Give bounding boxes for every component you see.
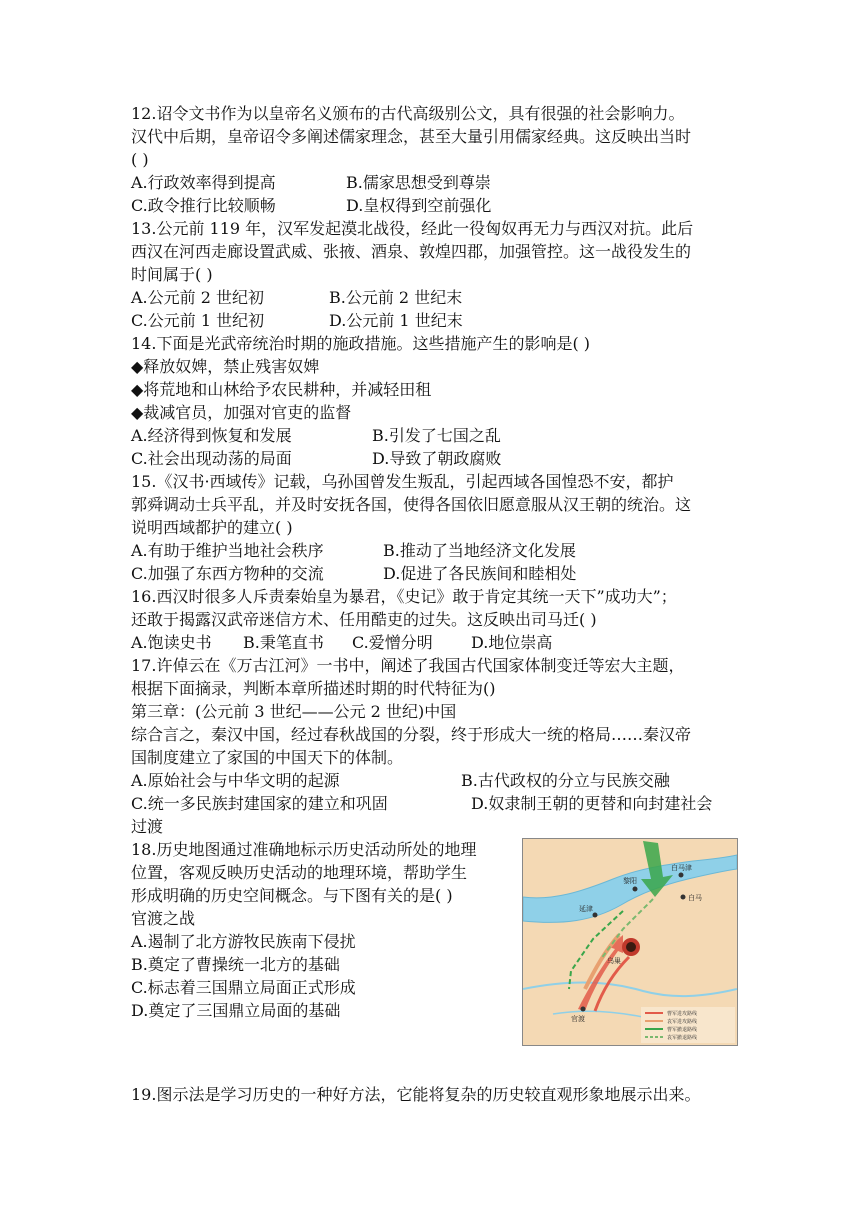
q14-bullet-2: ◆将荒地和山林给予农民耕种，并减轻田租 <box>131 380 432 399</box>
q14-bullet-1: ◆释放奴婢，禁止残害奴婢 <box>131 357 320 376</box>
q16-option-c[interactable]: C.爱憎分明 <box>352 633 433 652</box>
q17-excerpt-heading: 第三章：(公元前 3 世纪——公元 2 世纪)中国 <box>131 702 457 721</box>
map-label-liyang: 黎阳 <box>623 877 637 885</box>
map-label-yanjin: 延津 <box>579 905 593 913</box>
q13-stem-line-2: 西汉在河西走廊设置武威、张掖、酒泉、敦煌四郡，加强管控。这一战役发生的 <box>131 242 692 261</box>
q13-option-a[interactable]: A.公元前 2 世纪初 <box>131 288 264 307</box>
q18-stem-line-2: 位置，客观反映历史活动的地理环境，帮助学生 <box>131 863 468 882</box>
q18-stem-line-1: 18.历史地图通过准确地标示历史活动所处的地理 <box>131 840 477 859</box>
map-label-wuchao: 乌巢 <box>607 957 621 965</box>
q12-stem-line-2: 汉代中后期，皇帝诏令多阐述儒家理念，甚至大量引用儒家经典。这反映出当时 <box>131 127 692 146</box>
q19-stem-line-1: 19.图示法是学习历史的一种好方法，它能将复杂的历史较直观形象地展示出来。 <box>131 1085 701 1104</box>
q18-option-c[interactable]: C.标志着三国鼎立局面正式形成 <box>131 978 356 997</box>
q15-option-b[interactable]: B.推动了当地经济文化发展 <box>383 541 576 560</box>
q13-option-b[interactable]: B.公元前 2 世纪末 <box>329 288 463 307</box>
q13-stem-line-3: 时间属于( ) <box>131 265 213 284</box>
q13-stem-line-1: 13.公元前 119 年，汉军发起漠北战役，经此一役匈奴再无力与西汉对抗。此后 <box>131 219 694 238</box>
q12-stem-line-3: ( ) <box>131 150 149 169</box>
q16-stem-line-2: 还敢于揭露汉武帝迷信方术、任用酷吏的过失。这反映出司马迁( ) <box>131 610 597 629</box>
q16-stem-line-1: 16.西汉时很多人斥责秦始皇为暴君，《史记》敢于肯定其统一天下”成功大”； <box>131 587 677 606</box>
q16-option-b[interactable]: B.秉笔直书 <box>243 633 324 652</box>
map-label-baima: 白马 <box>688 894 702 902</box>
q18-option-b[interactable]: B.奠定了曹操统一北方的基础 <box>131 955 340 974</box>
legend-label-1: 曹军进攻路线 <box>667 1011 698 1017</box>
q17-stem-line-1: 17.许倬云在《万古江河》一书中，阐述了我国古代国家体制变迁等宏大主题， <box>131 656 685 675</box>
q16-option-d[interactable]: D.地位崇高 <box>471 633 553 652</box>
legend-label-4: 袁军撤退路线 <box>667 1035 698 1041</box>
q14-bullet-3: ◆裁减官员，加强对官吏的监督 <box>131 403 352 422</box>
baimajin-marker <box>679 873 684 878</box>
q17-option-d[interactable]: D.奴隶制王朝的更替和向封建社会 <box>471 794 713 813</box>
q14-option-a[interactable]: A.经济得到恢复和发展 <box>131 426 292 445</box>
q16-option-a[interactable]: A.饱读史书 <box>131 633 212 652</box>
q17-option-a[interactable]: A.原始社会与中华文明的起源 <box>131 771 340 790</box>
q15-option-a[interactable]: A.有助于维护当地社会秩序 <box>131 541 324 560</box>
q18-option-d[interactable]: D.奠定了三国鼎立局面的基础 <box>131 1001 341 1020</box>
guandu-battle-map <box>522 838 738 1046</box>
map-label-baimajin: 白马津 <box>671 864 692 872</box>
q17-excerpt-line-1: 综合言之，秦汉中国，经过春秋战国的分裂，终于形成大一统的格局……秦汉帝 <box>131 725 692 744</box>
q14-stem-line-1: 14.下面是光武帝统治时期的施政措施。这些措施产生的影响是( ) <box>131 334 591 353</box>
q14-option-b[interactable]: B.引发了七国之乱 <box>372 426 501 445</box>
q18-stem-line-3: 形成明确的历史空间概念。与下图有关的是( ) <box>131 886 453 905</box>
q17-option-c[interactable]: C.统一多民族封建国家的建立和巩固 <box>131 794 388 813</box>
q14-option-d[interactable]: D.导致了朝政腐败 <box>372 449 502 468</box>
q12-option-a[interactable]: A.行政效率得到提高 <box>131 173 276 192</box>
q12-stem-line-1: 12.诏令文书作为以皇帝名义颁布的古代高级别公文，具有很强的社会影响力。 <box>131 104 685 123</box>
legend-label-2: 袁军进攻路线 <box>667 1019 698 1025</box>
q12-option-c[interactable]: C.政令推行比较顺畅 <box>131 196 276 215</box>
q17-stem-line-2: 根据下面摘录，判断本章所描述时期的时代特征为() <box>131 679 496 698</box>
map-graphic <box>523 839 737 1045</box>
guandu-marker <box>581 1007 586 1012</box>
q15-stem-line-1: 15.《汉书·西域传》记载，乌孙国曾发生叛乱，引起西域各国惶恐不安，都护 <box>131 472 674 491</box>
legend-label-3: 曹军撤退路线 <box>667 1027 698 1033</box>
q12-option-d[interactable]: D.皇权得到空前强化 <box>346 196 492 215</box>
q12-option-b[interactable]: B.儒家思想受到尊崇 <box>346 173 491 192</box>
q17-excerpt-line-2: 国制度建立了家国的中国天下的体制。 <box>131 748 404 767</box>
map-label-guandu: 官渡 <box>571 1015 585 1023</box>
q15-option-c[interactable]: C.加强了东西方物种的交流 <box>131 564 324 583</box>
q14-option-c[interactable]: C.社会出现动荡的局面 <box>131 449 292 468</box>
wuchao-fire-core <box>626 942 636 952</box>
q17-option-b[interactable]: B.古代政权的分立与民族交融 <box>461 771 670 790</box>
q17-option-d-wrap: 过渡 <box>131 817 164 836</box>
q15-option-d[interactable]: D.促进了各民族间和睦相处 <box>383 564 577 583</box>
q18-option-a[interactable]: A.遏制了北方游牧民族南下侵扰 <box>131 932 356 951</box>
yanjin-marker <box>593 913 598 918</box>
q18-stem-line-4: 官渡之战 <box>131 909 196 928</box>
q15-stem-line-3: 说明西域都护的建立( ) <box>131 518 293 537</box>
q13-option-c[interactable]: C.公元前 1 世纪初 <box>131 311 265 330</box>
q15-stem-line-2: 郭舜调动士兵平乱，并及时安抚各国，使得各国依旧愿意服从汉王朝的统治。这 <box>131 495 692 514</box>
q13-option-d[interactable]: D.公元前 1 世纪末 <box>329 311 463 330</box>
baima-marker <box>681 895 686 900</box>
liyang-marker <box>633 887 638 892</box>
